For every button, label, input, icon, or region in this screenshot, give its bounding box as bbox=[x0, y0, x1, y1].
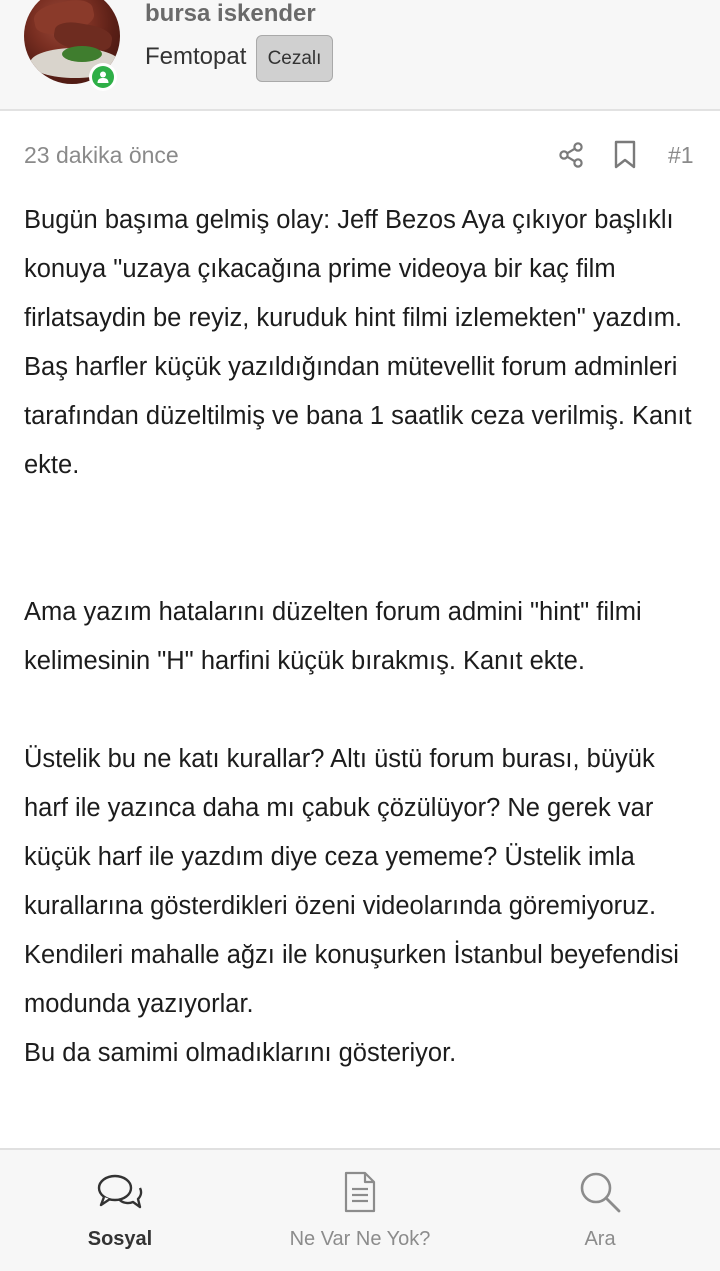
user-title: Femtopat bbox=[145, 43, 247, 70]
post-paragraph: Ama yazım hatalarını düzelten forum admini "hint" filmi kelimesinin "H" harfini küçük bırakmış. Kanıt ekte. bbox=[24, 598, 649, 675]
post-paragraph: Bugün başıma gelmiş olay: Jeff Bezos Aya çıkıyor başlıklı konuya "uzaya çıkacağına prime videoya bir kaç film firlatsaydin be reyiz, kuruduk hint filmi izlemekten" yazdım. Baş harfler küçük yazıldığından mütevellit forum adminleri tarafından düzeltilmiş ve bana 1 saatlik ceza verilmiş. Kanıt ekte. bbox=[24, 206, 699, 479]
share-button[interactable] bbox=[557, 141, 585, 169]
nav-item-ara[interactable] bbox=[480, 1150, 720, 1271]
paragraph-spacer bbox=[24, 490, 704, 588]
chat-bubbles-icon bbox=[95, 1170, 145, 1214]
bookmark-button[interactable] bbox=[612, 140, 638, 170]
post-body bbox=[24, 196, 704, 1078]
search-icon bbox=[575, 1170, 625, 1214]
post-time: 23 dakika önce bbox=[24, 142, 179, 168]
document-icon bbox=[335, 1170, 385, 1214]
share-icon bbox=[557, 141, 585, 169]
post-meta bbox=[0, 130, 720, 180]
nav-label: Ne Var Ne Yok? bbox=[289, 1228, 431, 1250]
post-number[interactable]: #1 bbox=[668, 142, 694, 168]
bottom-navigation bbox=[0, 1148, 720, 1271]
nav-label: Ara bbox=[584, 1228, 616, 1250]
paragraph-spacer bbox=[24, 686, 704, 735]
nav-label: Sosyal bbox=[87, 1228, 153, 1250]
online-status-badge bbox=[89, 63, 117, 91]
nav-item-ne-var-ne-yok[interactable] bbox=[240, 1150, 480, 1271]
nav-item-sosyal[interactable] bbox=[0, 1150, 240, 1271]
username[interactable]: bursa iskender bbox=[145, 0, 316, 27]
author-header bbox=[0, 0, 720, 111]
avatar-image-detail bbox=[62, 46, 102, 62]
post-paragraph: Üstelik bu ne katı kurallar? Altı üstü forum burası, büyük harf ile yazınca daha mı çabuk çözülüyor? Ne gerek var küçük harf ile yazdım diye ceza yememe? Üstelik imla kurallarına gösterdikleri özeni videolarında göremiyoruz. Kendileri mahalle ağzı ile konuşurken İstanbul beyefendisi modunda yazıyorlar. Bu da samimi olmadıklarını gösteriyor. bbox=[24, 745, 679, 1067]
bookmark-icon bbox=[612, 140, 638, 170]
user-online-icon bbox=[92, 66, 114, 88]
banned-badge: Cezalı bbox=[256, 35, 333, 82]
